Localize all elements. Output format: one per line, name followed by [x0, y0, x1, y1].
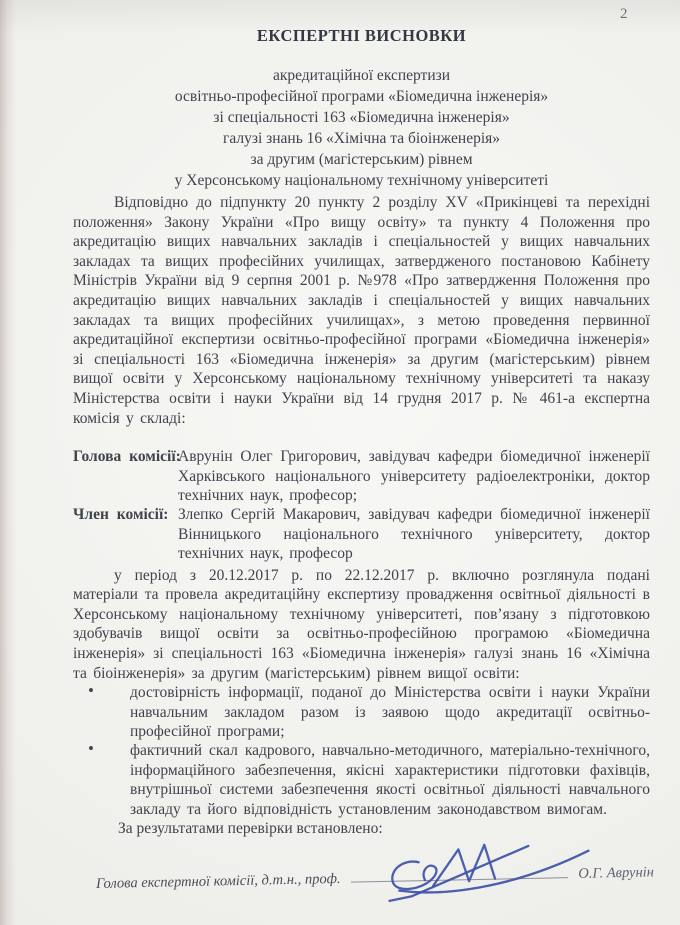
document-subtitle — [73, 65, 650, 191]
bullet-icon: • — [88, 681, 94, 701]
period-paragraph: у період з 20.12.2017 р. по 22.12.2017 р. включно розглянула подані матеріали та провела акредитаційну експертизу провадження освітньої діяльності в Херсонському національному технічному університеті, пов’язану з підготовкою здобувачів вищої освіти за освітньо-професійною програмою «Біомедична інженерія» зі спеціальності 163 «Біомедична інженерія» галузі знань 16 «Хімічна та біоінженерія» за другим (магістерським) рівнем вищої освіти: — [73, 566, 650, 682]
subtitle-line: акредитаційної експертизи — [272, 67, 451, 84]
document-content — [73, 26, 650, 839]
document-title: ЕКСПЕРТНІ ВИСНОВКИ — [256, 26, 467, 45]
signature-block — [96, 860, 654, 892]
subtitle-line: зі спеціальності 163 «Біомедична інженерія» — [213, 109, 510, 126]
commission-member-label: Член комісії: — [73, 506, 169, 524]
signer-name: О.Г. Аврунін — [578, 863, 655, 882]
handwritten-signature — [380, 836, 601, 903]
checked-items-list — [73, 683, 650, 819]
subtitle-line: освітньо-професійної програми «Біомедична інженерія» — [174, 88, 549, 105]
signer-role: Голова експертної комісії, д.т.н., проф. — [95, 870, 341, 892]
commission-head-label: Голова комісії: — [73, 448, 181, 466]
commission-list — [73, 447, 650, 563]
results-intro-line: За результатами перевірки встановлено: — [118, 819, 383, 837]
commission-head-text: Аврунін Олег Григорович, завідувач кафедри біомедичної інженерії Харківського національного університету радіоелектроніки, доктор технічних наук, професор; — [178, 448, 650, 504]
list-item — [73, 683, 650, 741]
commission-head-entry — [73, 447, 650, 505]
commission-member-text: Злепко Сергій Макарович, завідувач кафедри біомедичної інженерії Вінницького національного технічного університету, доктор технічних наук, професор — [178, 506, 650, 563]
page-number: 2 — [620, 6, 628, 22]
commission-member-entry — [73, 505, 650, 563]
signature-line — [350, 862, 568, 882]
bullet-icon: • — [88, 739, 94, 759]
subtitle-line: у Херсонському національному технічному університеті — [174, 172, 549, 189]
list-item-text: достовірність інформації, поданої до Міністерства освіти і науки України навчальним закладом разом із заявою щодо акредитації освітньо-професійної програми; — [130, 684, 650, 740]
subtitle-line: за другим (магістерським) рівнем — [250, 151, 473, 168]
intro-paragraph: Відповідно до підпункту 20 пункту 2 розділу XV «Прикінцеві та перехідні положення» Закону України «Про вищу освіту» та пункту 4 Положення про акредитацію вищих навчальних закладів і спеціальностей у вищих навчальних закладах та вищих професійних училищах, затвердженого постановою Кабінету Міністрів України від 9 серпня 2001 р. №978 «Про затвердження Положення про акредитацію вищих навчальних закладів і спеціальностей у вищих навчальних закладах та вищих професійних училищах», з метою проведення первинної акредитаційної експертизи освітньо-професійної програми «Біомедична інженерія» зі спеціальності 163 «Біомедична інженерія» за другим (магістерським) рівнем вищої освіти у Херсонському національному технічному університеті та наказу Міністерства освіти і науки України від 14 грудня 2017 р. № 461-а експертна комісія у складі: — [73, 194, 650, 427]
subtitle-line: галузі знань 16 «Хімічна та біоінженерія» — [222, 130, 501, 147]
list-item-text: фактичний скал кадрового, навчально-методичного, матеріально-технічного, інформаційного забезпечення, якісні характеристики підготовки фахівців, внутрішньої системи забезпечення якості освітньої діяльності навчального закладу та його відповідність установленим законодавством вимогам. — [130, 742, 650, 818]
list-item — [73, 741, 650, 819]
